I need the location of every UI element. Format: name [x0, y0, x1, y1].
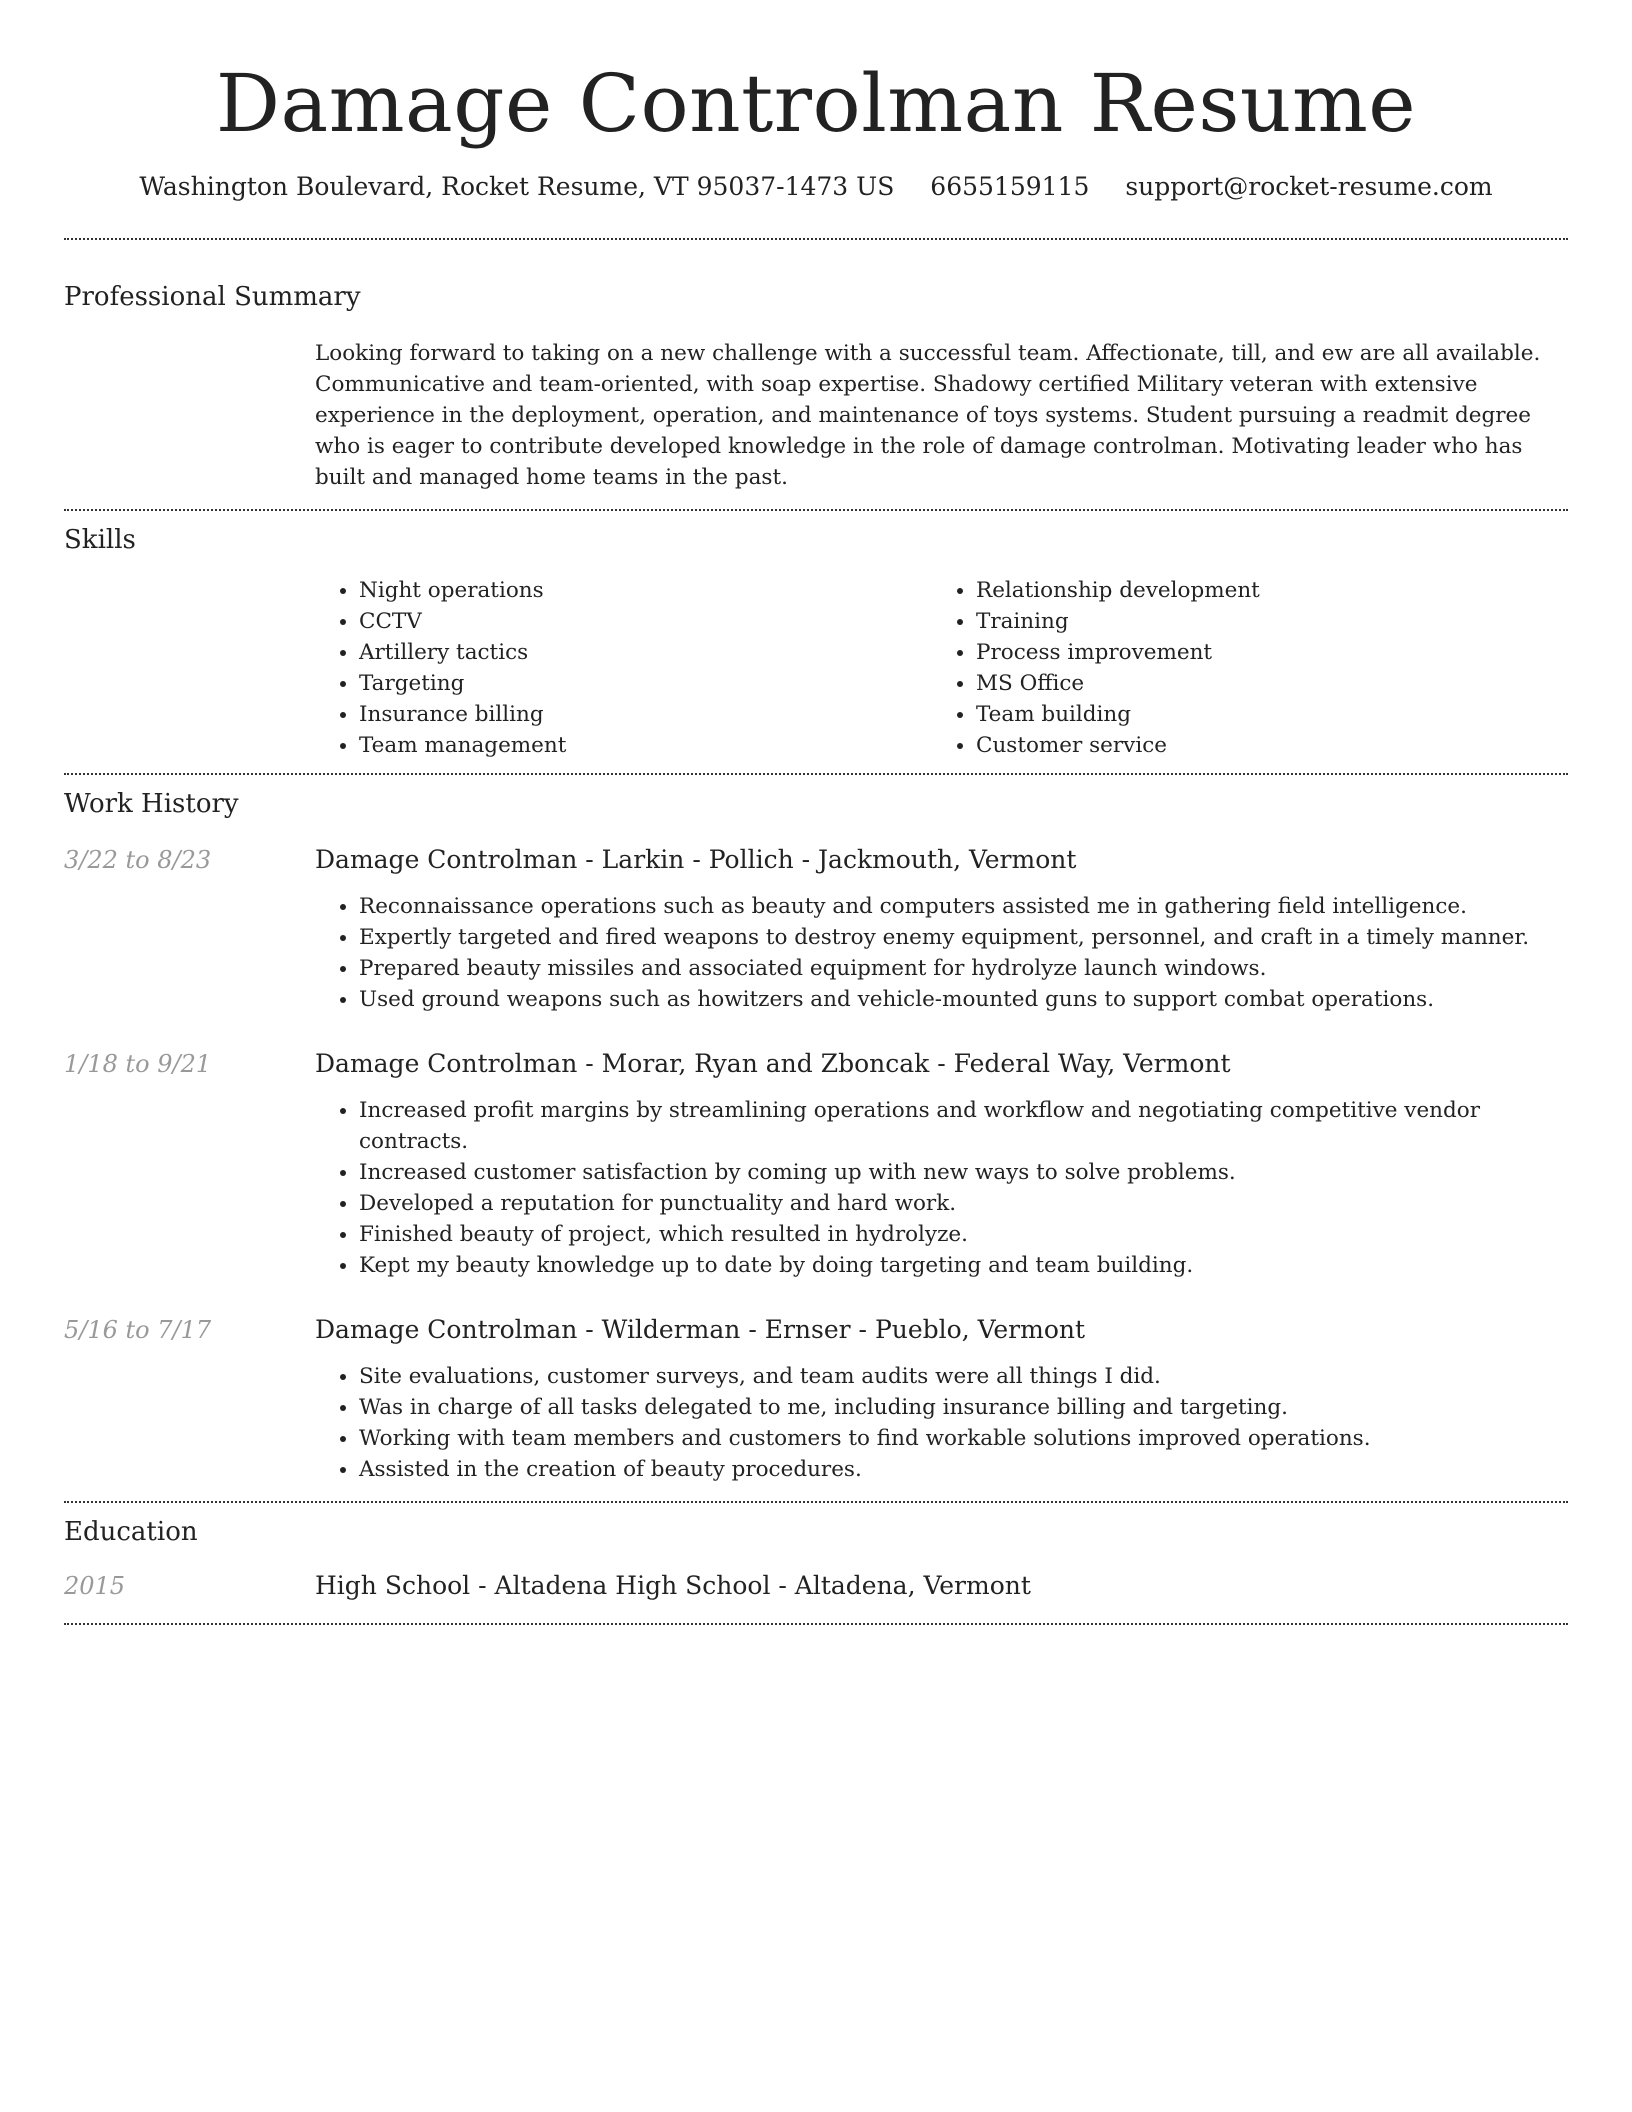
- job-bullet: • Assisted in the creation of beauty procedures.: [359, 1454, 1568, 1485]
- skill-item: • CCTV: [359, 606, 932, 637]
- job-bullet: • Developed a reputation for punctuality and hard work.: [359, 1188, 1568, 1219]
- education-date: 2015: [64, 1572, 126, 1600]
- skill-item: • Team building: [976, 699, 1549, 730]
- job-bullet: • Finished beauty of project, which resulted in hydrolyze.: [359, 1219, 1568, 1250]
- job-bullet: • Site evaluations, customer surveys, and team audits were all things I did.: [359, 1361, 1568, 1392]
- job-date: 3/22 to 8/23: [64, 846, 212, 874]
- resume-title: Damage Controlman Resume: [215, 57, 1417, 150]
- divider: [64, 238, 1568, 240]
- skill-item: • Artillery tactics: [359, 637, 932, 668]
- skills-columns: [315, 575, 1568, 773]
- job-body: [315, 843, 1568, 1015]
- skill-item: • MS Office: [976, 668, 1549, 699]
- contact-email: support@rocket-resume.com: [1125, 172, 1493, 201]
- job-entry: [64, 1313, 1568, 1485]
- summary-text: Looking forward to taking on a new challenge with a successful team. Affectionate, till, and ew are all available. Communicative and team-oriented, with soap expertise. Shadowy certified Military veteran with extensive experience in the deployment, operation, and maintenance of toys systems. Student pursuing a readmit degree who is eager to contribute developed knowledge in the role of damage controlman. Motivating leader who has built and managed home teams in the past.: [315, 341, 1541, 490]
- job-entry: [64, 1047, 1568, 1281]
- summary-section: [64, 280, 1568, 509]
- divider: [64, 773, 1568, 775]
- job-bullet: • Increased customer satisfaction by coming up with new ways to solve problems.: [359, 1157, 1568, 1188]
- skills-section: [64, 523, 1568, 773]
- job-bullet: • Was in charge of all tasks delegated to me, including insurance billing and targeting.: [359, 1392, 1568, 1423]
- job-bullets: [315, 1095, 1568, 1281]
- job-entry: [64, 843, 1568, 1015]
- education-body: [315, 1569, 1568, 1603]
- job-date: 1/18 to 9/21: [64, 1050, 212, 1078]
- skill-item: • Team management: [359, 730, 932, 761]
- skills-list-left: [315, 575, 932, 761]
- job-heading: Damage Controlman - Larkin - Pollich - Jackmouth, Vermont: [315, 845, 1077, 874]
- education-section: [64, 1515, 1568, 1623]
- summary-heading: Professional Summary: [64, 282, 361, 312]
- skill-item: • Targeting: [359, 668, 932, 699]
- skill-item: • Insurance billing: [359, 699, 932, 730]
- divider: [64, 1623, 1568, 1625]
- divider: [64, 1501, 1568, 1503]
- job-bullet: • Reconnaissance operations such as beauty and computers assisted me in gathering field intelligence.: [359, 891, 1568, 922]
- skill-item: • Night operations: [359, 575, 932, 606]
- job-body: [315, 1313, 1568, 1485]
- job-body: [315, 1047, 1568, 1281]
- skill-item: • Customer service: [976, 730, 1549, 761]
- contact-line: [64, 170, 1568, 204]
- skills-list-right: [932, 575, 1549, 761]
- work-history-section: [64, 787, 1568, 1501]
- job-bullet: • Expertly targeted and fired weapons to destroy enemy equipment, personnel, and craft in a timely manner.: [359, 922, 1568, 953]
- skill-item: • Relationship development: [976, 575, 1549, 606]
- skills-heading: Skills: [64, 525, 136, 555]
- education-heading-text: High School - Altadena High School - Altadena, Vermont: [315, 1571, 1031, 1600]
- job-bullet: • Increased profit margins by streamlining operations and workflow and negotiating competitive vendor contracts.: [359, 1095, 1568, 1157]
- job-heading: Damage Controlman - Morar, Ryan and Zboncak - Federal Way, Vermont: [315, 1049, 1231, 1078]
- job-bullets: [315, 891, 1568, 1015]
- job-bullet: • Prepared beauty missiles and associated equipment for hydrolyze launch windows.: [359, 953, 1568, 984]
- contact-phone: 6655159115: [930, 172, 1090, 201]
- job-heading: Damage Controlman - Wilderman - Ernser - Pueblo, Vermont: [315, 1315, 1086, 1344]
- divider: [64, 509, 1568, 511]
- job-bullet: • Working with team members and customers to find workable solutions improved operations.: [359, 1423, 1568, 1454]
- education-heading: Education: [64, 1517, 198, 1547]
- job-bullets: [315, 1361, 1568, 1485]
- job-date: 5/16 to 7/17: [64, 1316, 212, 1344]
- job-bullet: • Kept my beauty knowledge up to date by doing targeting and team building.: [359, 1250, 1568, 1281]
- job-bullet: • Used ground weapons such as howitzers and vehicle-mounted guns to support combat operations.: [359, 984, 1568, 1015]
- resume-page: [64, 0, 1568, 1625]
- education-entry: [64, 1569, 1568, 1603]
- skill-item: • Process improvement: [976, 637, 1549, 668]
- contact-address: Washington Boulevard, Rocket Resume, VT 95037-1473 US: [139, 172, 895, 201]
- work-history-heading: Work History: [64, 789, 239, 819]
- skill-item: • Training: [976, 606, 1549, 637]
